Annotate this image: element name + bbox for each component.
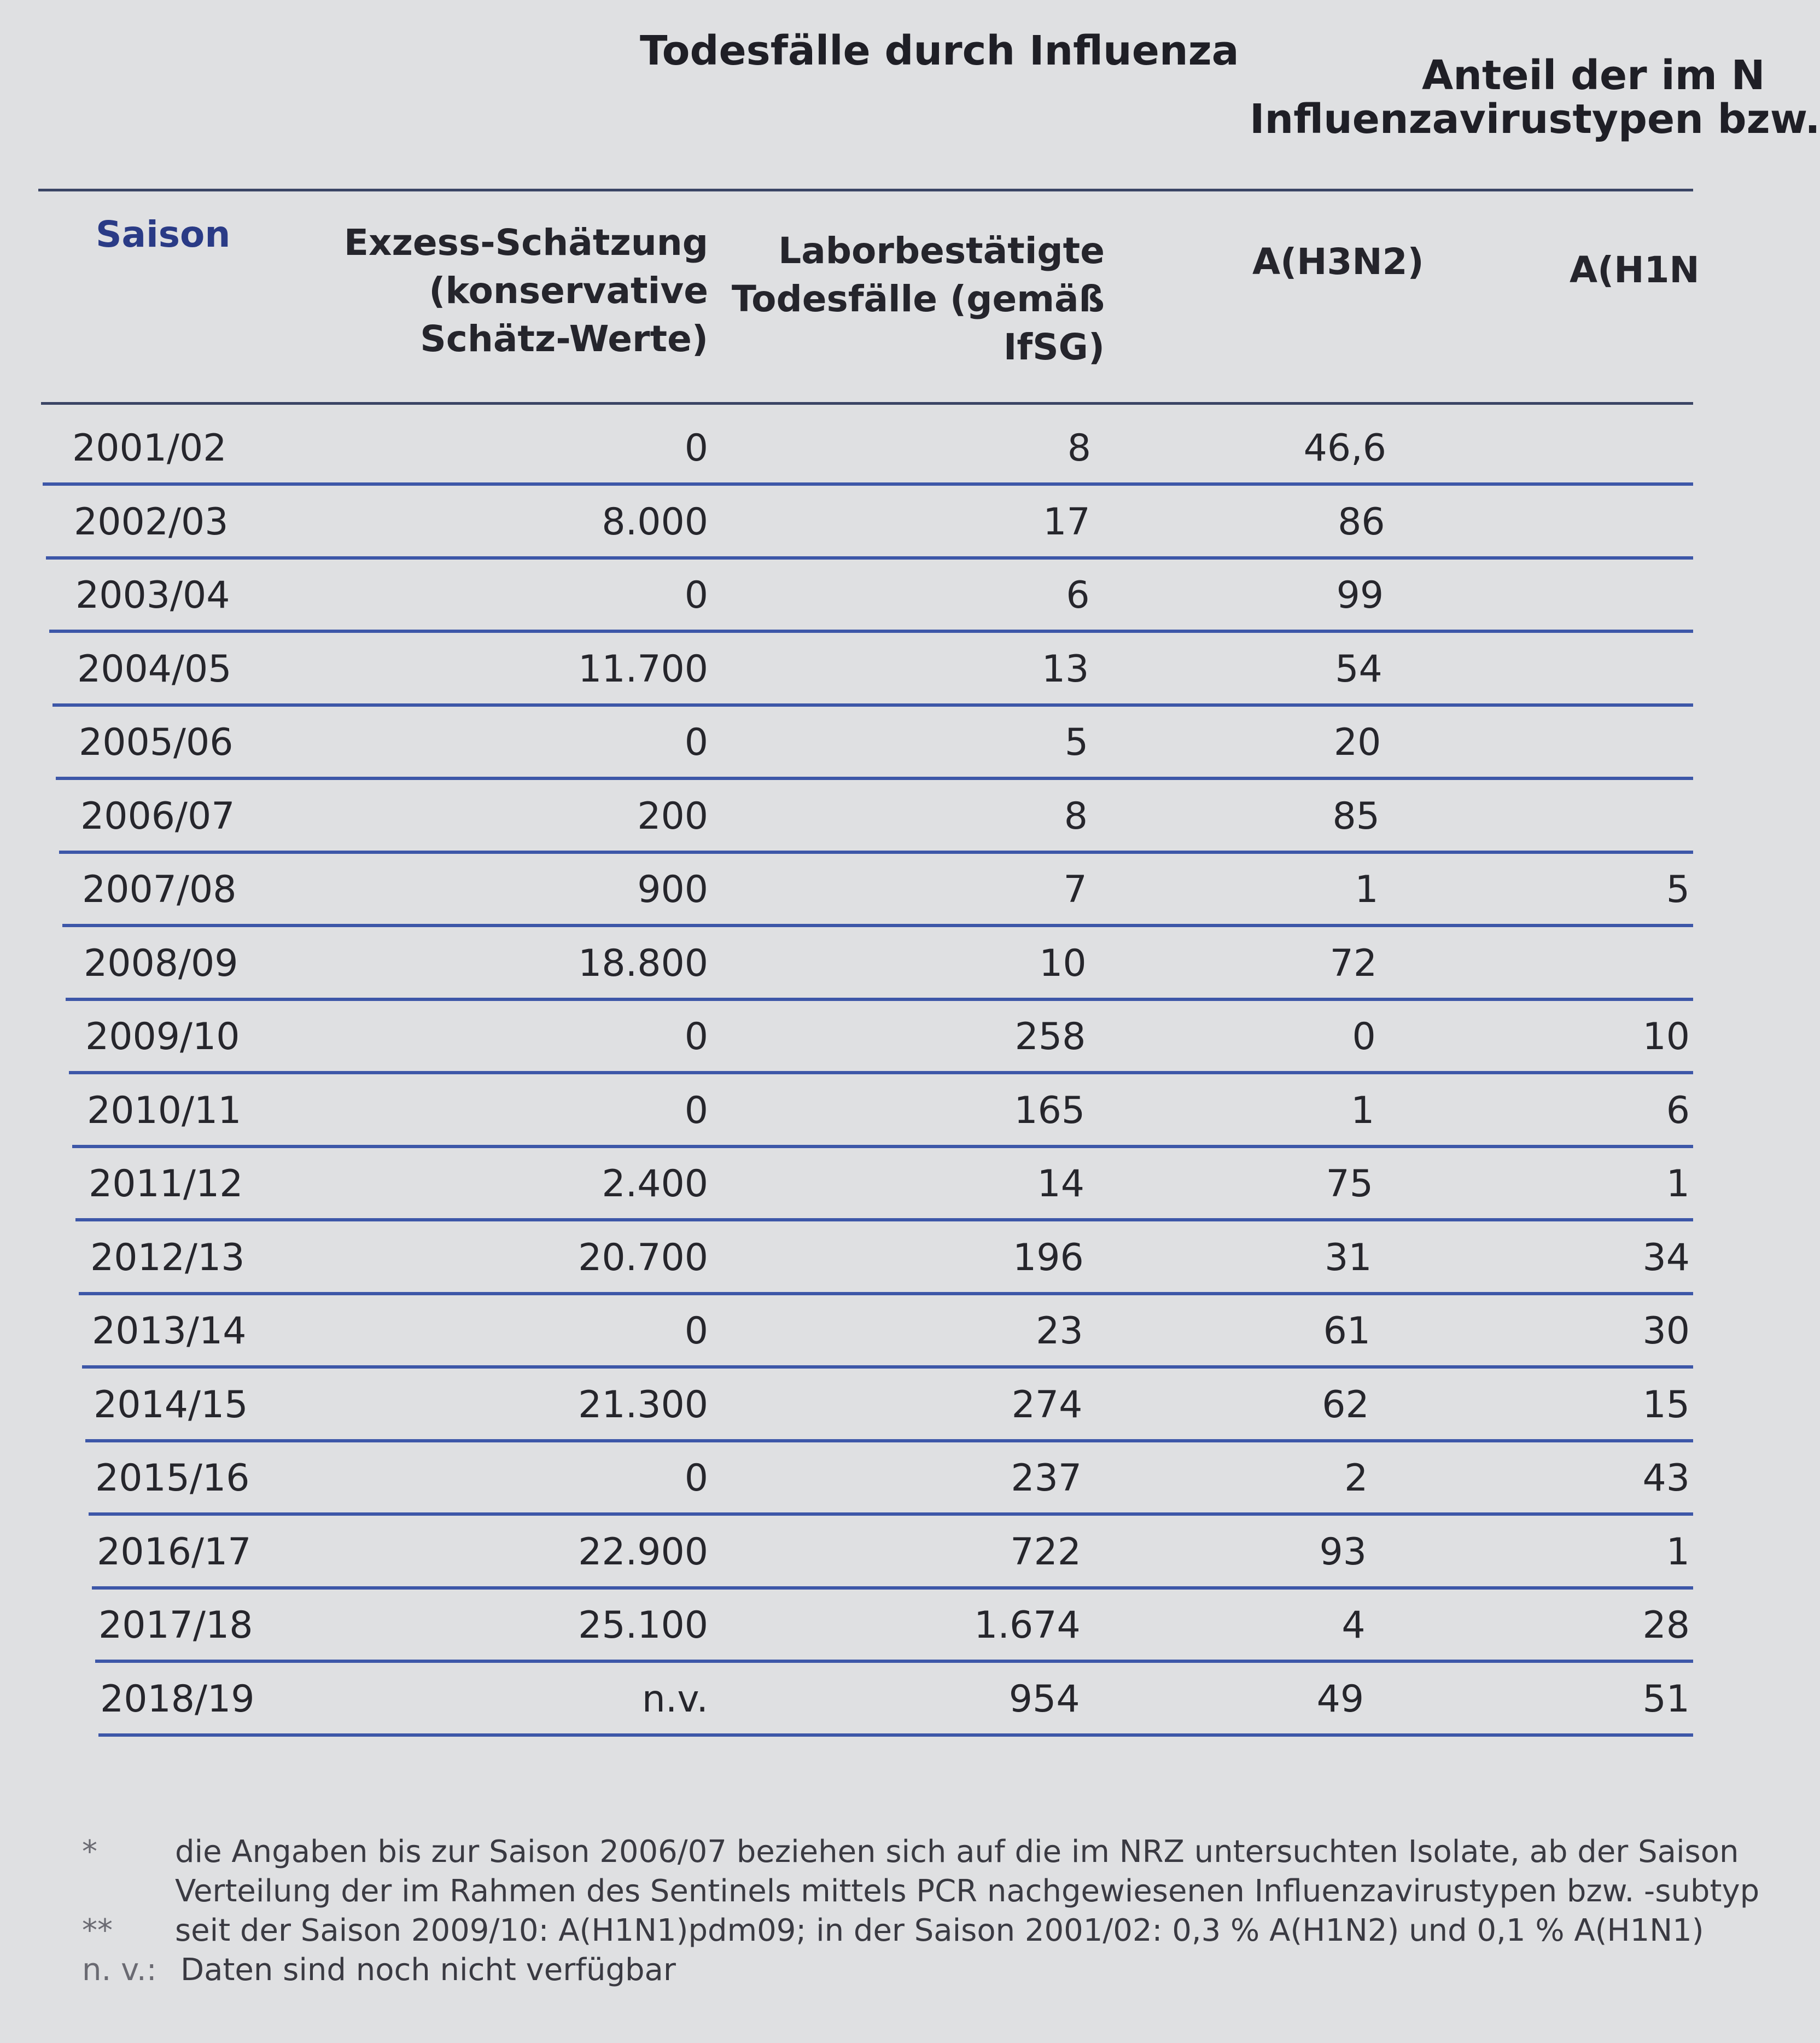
cell-saison: 2017/18 xyxy=(98,1604,253,1647)
row-rule xyxy=(56,777,1693,780)
row-rule xyxy=(49,630,1693,633)
cell-exzess: 22.900 xyxy=(578,1530,708,1574)
cell-saison: 2011/12 xyxy=(89,1162,243,1206)
cell-exzess: 0 xyxy=(684,1015,708,1058)
cell-h1n: 28 xyxy=(1642,1604,1690,1647)
cell-labor: 17 xyxy=(1043,500,1090,544)
cell-saison: 2005/06 xyxy=(79,721,234,764)
cell-saison: 2018/19 xyxy=(100,1677,255,1721)
cell-h3n2: 85 xyxy=(1332,794,1380,838)
cell-h3n2: 61 xyxy=(1323,1309,1371,1353)
cell-exzess: 8.000 xyxy=(602,500,708,544)
row-rule xyxy=(72,1145,1693,1148)
cell-labor: 274 xyxy=(1011,1383,1083,1427)
cell-exzess: n.v. xyxy=(641,1677,708,1721)
cell-saison: 2015/16 xyxy=(95,1457,250,1500)
cell-saison: 2004/05 xyxy=(77,647,232,691)
cell-h1n: 43 xyxy=(1642,1457,1690,1500)
cell-saison: 2013/14 xyxy=(92,1309,247,1353)
cell-exzess: 0 xyxy=(684,427,708,470)
cell-labor: 8 xyxy=(1064,794,1088,838)
cell-exzess: 0 xyxy=(684,721,708,764)
group-title-influenzavirustypen: Influenzavirustypen bzw. xyxy=(1250,96,1820,143)
cell-exzess: 900 xyxy=(637,868,708,911)
column-header-exzess: Exzess-Schätzung (konservative Schätz-Werte) xyxy=(343,222,708,360)
cell-labor: 7 xyxy=(1063,868,1087,911)
cell-saison: 2010/11 xyxy=(87,1089,242,1132)
cell-saison: 2007/08 xyxy=(82,868,237,911)
row-rule xyxy=(69,1071,1693,1074)
cell-h3n2: 46,6 xyxy=(1303,427,1386,470)
cell-h3n2: 0 xyxy=(1352,1015,1376,1058)
cell-labor: 1.674 xyxy=(974,1604,1081,1647)
cell-h3n2: 75 xyxy=(1326,1162,1373,1206)
column-header-h1n: A(H1N xyxy=(1570,249,1700,291)
row-rule xyxy=(52,703,1693,707)
row-rule xyxy=(62,924,1693,927)
group-title-anteil: Anteil der im N xyxy=(1422,52,1765,99)
header-bottom-rule xyxy=(41,402,1693,405)
cell-h3n2: 49 xyxy=(1316,1677,1364,1721)
footnote-mark: * xyxy=(82,1834,97,1870)
cell-h3n2: 1 xyxy=(1351,1089,1375,1132)
footnote-text: die Angaben bis zur Saison 2006/07 beziehen sich auf die im NRZ untersuchten Isolate, ab der Saison xyxy=(175,1834,1739,1870)
cell-h3n2: 93 xyxy=(1319,1530,1367,1574)
row-rule xyxy=(92,1586,1693,1590)
cell-exzess: 0 xyxy=(684,1457,708,1500)
cell-exzess: 2.400 xyxy=(602,1162,708,1206)
cell-h1n: 5 xyxy=(1666,868,1690,911)
cell-h1n: 34 xyxy=(1642,1236,1690,1279)
row-rule xyxy=(95,1660,1693,1663)
header-top-rule xyxy=(38,189,1693,191)
cell-exzess: 0 xyxy=(684,1089,708,1132)
cell-exzess: 25.100 xyxy=(578,1604,708,1647)
cell-h1n: 30 xyxy=(1642,1309,1690,1353)
cell-labor: 5 xyxy=(1064,721,1089,764)
row-rule xyxy=(89,1512,1693,1516)
cell-saison: 2014/15 xyxy=(94,1383,248,1427)
cell-labor: 196 xyxy=(1013,1236,1084,1279)
footnote-text: Verteilung der im Rahmen des Sentinels mittels PCR nachgewiesenen Influenzavirustypen bzw. -subtyp xyxy=(175,1873,1760,1909)
footnote-text: Daten sind noch nicht verfügbar xyxy=(180,1952,676,1988)
cell-h3n2: 62 xyxy=(1322,1383,1369,1427)
footnote-mark: ** xyxy=(82,1913,113,1948)
cell-h3n2: 20 xyxy=(1333,721,1381,764)
cell-saison: 2006/07 xyxy=(80,794,235,838)
cell-saison: 2002/03 xyxy=(74,500,229,544)
row-rule xyxy=(85,1439,1693,1442)
cell-h3n2: 54 xyxy=(1335,647,1382,691)
cell-labor: 258 xyxy=(1014,1015,1086,1058)
cell-h1n: 51 xyxy=(1642,1677,1690,1721)
row-rule xyxy=(59,851,1693,854)
cell-labor: 13 xyxy=(1041,647,1089,691)
cell-exzess: 18.800 xyxy=(578,941,708,985)
cell-labor: 165 xyxy=(1014,1089,1086,1132)
cell-h3n2: 2 xyxy=(1344,1457,1368,1500)
cell-labor: 23 xyxy=(1036,1309,1083,1353)
cell-h3n2: 99 xyxy=(1336,574,1384,617)
row-rule xyxy=(43,482,1693,486)
cell-exzess: 20.700 xyxy=(578,1236,708,1279)
cell-labor: 954 xyxy=(1008,1677,1080,1721)
cell-h3n2: 86 xyxy=(1338,500,1385,544)
row-rule xyxy=(98,1733,1693,1737)
group-title-todesfaelle: Todesfälle durch Influenza xyxy=(640,27,1239,74)
cell-exzess: 0 xyxy=(684,1309,708,1353)
cell-h1n: 1 xyxy=(1666,1530,1690,1574)
footnote-mark: n. v.: xyxy=(82,1952,157,1988)
cell-saison: 2003/04 xyxy=(75,574,230,617)
cell-labor: 8 xyxy=(1067,427,1091,470)
row-rule xyxy=(82,1365,1693,1369)
cell-saison: 2009/10 xyxy=(85,1015,240,1058)
column-header-labor: Laborbestätigte Todesfälle (gemäß IfSG) xyxy=(731,230,1105,368)
cell-saison: 2008/09 xyxy=(84,941,238,985)
cell-h1n: 15 xyxy=(1642,1383,1690,1427)
cell-saison: 2001/02 xyxy=(72,427,227,470)
cell-h1n: 1 xyxy=(1666,1162,1690,1206)
cell-saison: 2012/13 xyxy=(90,1236,245,1279)
cell-labor: 237 xyxy=(1011,1457,1082,1500)
cell-labor: 6 xyxy=(1066,574,1090,617)
column-header-saison: Saison xyxy=(96,213,231,255)
cell-h3n2: 4 xyxy=(1341,1604,1366,1647)
row-rule xyxy=(46,556,1693,560)
column-header-h3n2: A(H3N2) xyxy=(1252,241,1424,283)
cell-h3n2: 31 xyxy=(1325,1236,1372,1279)
cell-h3n2: 1 xyxy=(1355,868,1379,911)
row-rule xyxy=(75,1218,1693,1221)
cell-h1n: 6 xyxy=(1666,1089,1690,1132)
cell-h1n: 10 xyxy=(1642,1015,1690,1058)
cell-exzess: 21.300 xyxy=(578,1383,708,1427)
cell-saison: 2016/17 xyxy=(97,1530,252,1574)
cell-labor: 722 xyxy=(1010,1530,1081,1574)
row-rule xyxy=(79,1292,1693,1295)
row-rule xyxy=(66,998,1693,1001)
cell-labor: 14 xyxy=(1037,1162,1084,1206)
cell-labor: 10 xyxy=(1039,941,1087,985)
cell-exzess: 11.700 xyxy=(578,647,708,691)
cell-h3n2: 72 xyxy=(1329,941,1378,985)
cell-exzess: 200 xyxy=(637,794,708,838)
cell-exzess: 0 xyxy=(684,574,708,617)
footnote-text: seit der Saison 2009/10: A(H1N1)pdm09; in der Saison 2001/02: 0,3 % A(H1N2) und 0,1 % A(H1N1) xyxy=(175,1913,1704,1948)
